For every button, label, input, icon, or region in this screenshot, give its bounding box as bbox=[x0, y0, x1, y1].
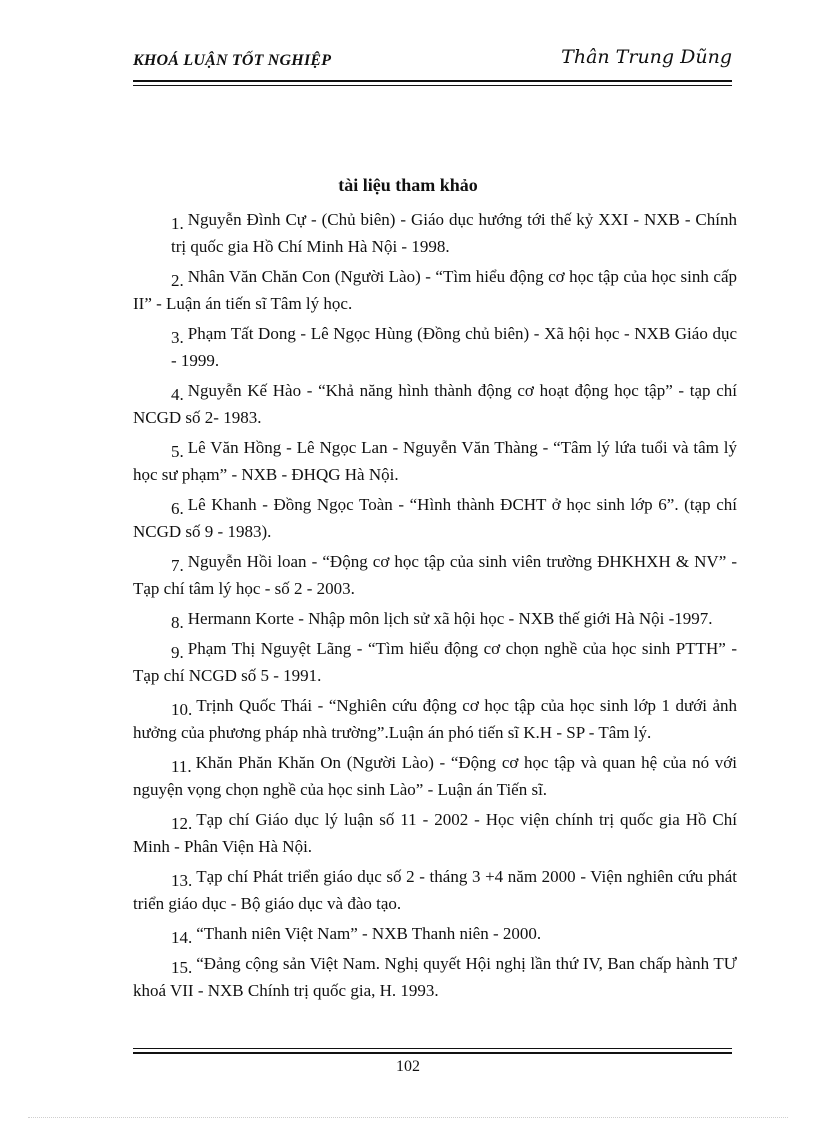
page-number: 102 bbox=[396, 1058, 420, 1075]
header-rule-thick bbox=[133, 80, 732, 82]
reference-number: 3. bbox=[171, 328, 184, 347]
reference-number: 4. bbox=[171, 385, 184, 404]
reference-text: Hermann Korte - Nhập môn lịch sử xã hội học - NXB thế giới Hà Nội -1997. bbox=[187, 609, 713, 628]
page-edge-dotted-line bbox=[28, 1117, 788, 1118]
reference-text: Phạm Thị Nguyệt Lãng - “Tìm hiểu động cơ chọn nghề của học sinh PTTH” - Tạp chí NCGD số 5 - 1991. bbox=[133, 639, 737, 685]
reference-text: Khăn Phăn Khăn On (Người Lào) - “Động cơ học tập và quan hệ của nó với nguyện vọng chọn nghề của học sinh Lào” - Luận án Tiến sĩ. bbox=[133, 753, 737, 799]
reference-number: 12. bbox=[171, 814, 193, 833]
reference-item bbox=[133, 863, 737, 917]
reference-item bbox=[133, 434, 737, 488]
reference-item bbox=[133, 263, 737, 317]
reference-number: 14. bbox=[171, 928, 193, 947]
reference-text: Trịnh Quốc Thái - “Nghiên cứu động cơ học tập của học sinh lớp 1 dưới ảnh hưởng của phương pháp nhà trường”.Luận án phó tiến sĩ K.H - SP - Tâm lý. bbox=[133, 696, 737, 742]
reference-text: Nguyễn Hồi loan - “Động cơ học tập của sinh viên trường ĐHKHXH & NV” - Tạp chí tâm lý học - số 2 - 2003. bbox=[133, 552, 737, 598]
reference-number: 15. bbox=[171, 958, 193, 977]
reference-number: 8. bbox=[171, 613, 184, 632]
reference-list bbox=[133, 206, 737, 1007]
reference-number: 9. bbox=[171, 643, 184, 662]
author-signature: Thân Trung Dũng bbox=[561, 46, 732, 68]
page-header bbox=[133, 44, 732, 84]
reference-text: Lê Khanh - Đồng Ngọc Toàn - “Hình thành ĐCHT ở học sinh lớp 6”. (tạp chí NCGD số 9 - 1983). bbox=[133, 495, 737, 541]
reference-text: Nguyễn Kế Hào - “Khả năng hình thành động cơ hoạt động học tập” - tạp chí NCGD số 2- 1983. bbox=[133, 381, 737, 427]
reference-item bbox=[133, 377, 737, 431]
reference-number: 10. bbox=[171, 700, 193, 719]
reference-item bbox=[133, 692, 737, 746]
reference-number: 11. bbox=[171, 757, 192, 776]
reference-text: Nhân Văn Chăn Con (Người Lào) - “Tìm hiểu động cơ học tập của học sinh cấp II” - Luận án tiến sĩ Tâm lý học. bbox=[133, 267, 737, 313]
reference-text: Tạp chí Giáo dục lý luận số 11 - 2002 - Học viện chính trị quốc gia Hồ Chí Minh - Phân Viện Hà Nội. bbox=[133, 810, 737, 856]
reference-text: Lê Văn Hồng - Lê Ngọc Lan - Nguyễn Văn Thàng - “Tâm lý lứa tuổi và tâm lý học sư phạm” - NXB - ĐHQG Hà Nội. bbox=[133, 438, 737, 484]
reference-item bbox=[133, 548, 737, 602]
reference-number: 2. bbox=[171, 271, 184, 290]
reference-number: 7. bbox=[171, 556, 184, 575]
reference-text: “Thanh niên Việt Nam” - NXB Thanh niên - 2000. bbox=[196, 924, 542, 943]
reference-item bbox=[133, 635, 737, 689]
reference-item bbox=[133, 950, 737, 1004]
reference-number: 1. bbox=[171, 214, 184, 233]
reference-item bbox=[133, 206, 737, 260]
footer-rule-thin bbox=[133, 1048, 732, 1049]
reference-number: 13. bbox=[171, 871, 193, 890]
reference-text: “Đảng cộng sản Việt Nam. Nghị quyết Hội nghị lần thứ IV, Ban chấp hành TƯ khoá VII - NXB Chính trị quốc gia, H. 1993. bbox=[133, 954, 737, 1000]
reference-item bbox=[133, 920, 737, 947]
reference-item bbox=[133, 749, 737, 803]
section-title: tài liệu tham khảo bbox=[338, 175, 478, 195]
reference-text: Tạp chí Phát triển giáo dục số 2 - tháng 3 +4 năm 2000 - Viện nghiên cứu phát triển giáo dục - Bộ giáo dục và đào tạo. bbox=[133, 867, 737, 913]
reference-text: Nguyễn Đình Cự - (Chủ biên) - Giáo dục hướng tới thế kỷ XXI - NXB - Chính trị quốc gia Hồ Chí Minh Hà Nội - 1998. bbox=[171, 210, 737, 256]
reference-item bbox=[133, 320, 737, 374]
footer-rule-thick bbox=[133, 1052, 732, 1054]
reference-item bbox=[133, 806, 737, 860]
reference-item bbox=[133, 605, 737, 632]
reference-number: 6. bbox=[171, 499, 184, 518]
reference-item bbox=[133, 491, 737, 545]
reference-text: Phạm Tất Dong - Lê Ngọc Hùng (Đồng chủ biên) - Xã hội học - NXB Giáo dục - 1999. bbox=[171, 324, 737, 370]
reference-number: 5. bbox=[171, 442, 184, 461]
thesis-header-title: KHOÁ LUẬN TỐT NGHIỆP bbox=[133, 52, 332, 69]
header-rule-thin bbox=[133, 85, 732, 86]
